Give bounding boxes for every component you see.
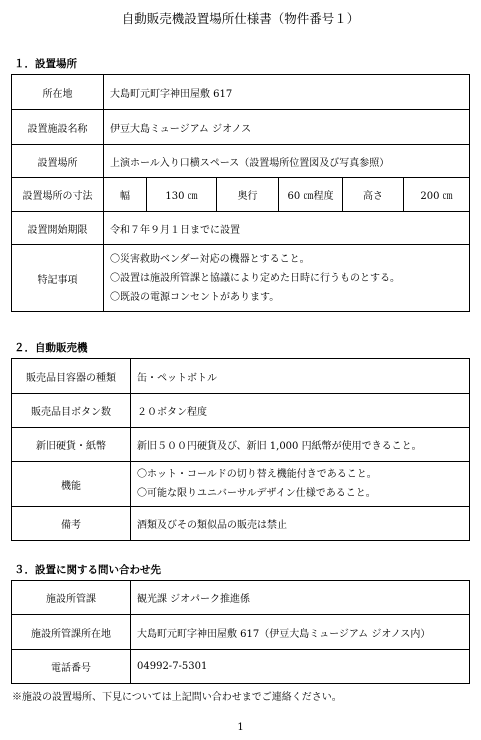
row-department-address — [12, 615, 470, 650]
remarks-value: 酒類及びその類似品の販売は禁止 — [131, 507, 470, 541]
special-notes-label: 特記事項 — [12, 245, 104, 312]
department-address-label: 施設所管課所在地 — [12, 615, 131, 650]
page-number: 1 — [237, 722, 244, 733]
dimensions-label: 設置場所の寸法 — [12, 178, 104, 212]
function-item: 〇可能な限りユニバーサルデザイン仕様であること。 — [137, 488, 376, 499]
section-2-heading: ２．自動販売機 — [14, 342, 88, 354]
special-note-item: 〇既設の電源コンセントがあります。 — [110, 291, 280, 303]
special-notes-list — [104, 245, 470, 312]
department-label: 施設所管課 — [12, 581, 131, 615]
row-start-deadline — [12, 212, 470, 245]
row-address — [12, 75, 470, 110]
start-deadline-label: 設置開始期限 — [12, 212, 104, 245]
container-type-value: 缶・ペットボトル — [131, 359, 470, 394]
row-department — [12, 581, 470, 615]
remarks-label: 備考 — [12, 507, 131, 541]
vending-machine-table — [11, 358, 470, 541]
button-count-label: 販売品目ボタン数 — [12, 394, 131, 428]
row-remarks — [12, 507, 470, 541]
facility-value: 伊豆大島ミュージアム ジオノス — [104, 110, 470, 145]
depth-label: 奥行 — [217, 178, 279, 212]
depth-value: 60 ㎝程度 — [279, 178, 343, 212]
container-type-label: 販売品目容器の種類 — [12, 359, 131, 394]
department-value: 観光課 ジオパーク推進係 — [131, 581, 470, 615]
address-label: 所在地 — [12, 75, 104, 110]
special-note-item: 〇設置は施設所管課と協議により定めた日時に行うものとする。 — [110, 272, 400, 284]
installation-site-table — [11, 74, 470, 312]
location-value: 上演ホール入り口横スペース（設置場所位置図及び写真参照） — [104, 145, 470, 178]
special-note-item: 〇災害救助ベンダー対応の機器とすること。 — [110, 253, 310, 265]
department-address-value: 大島町元町字神田屋敷 617（伊豆大島ミュージアム ジオノス内） — [131, 615, 470, 650]
phone-value: 04992-7-5301 — [131, 650, 470, 684]
row-facility — [12, 110, 470, 145]
width-value: 130 ㎝ — [147, 178, 217, 212]
currency-value: 新旧５００円硬貨及び、新旧 1,000 円紙幣が使用できること。 — [131, 428, 470, 462]
row-button-count — [12, 394, 470, 428]
width-label: 幅 — [104, 178, 147, 212]
row-container-type — [12, 359, 470, 394]
facility-label: 設置施設名称 — [12, 110, 104, 145]
location-label: 設置場所 — [12, 145, 104, 178]
section-3-heading: ３．設置に関する問い合わせ先 — [14, 564, 161, 576]
row-function — [12, 462, 470, 507]
row-special-notes — [12, 245, 470, 312]
phone-label: 電話番号 — [12, 650, 131, 684]
function-list — [131, 462, 470, 507]
height-value: 200 ㎝ — [404, 178, 470, 212]
function-item: 〇ホット・コールドの切り替え機能付きであること。 — [137, 469, 377, 480]
row-dimensions — [12, 178, 470, 212]
document-title: 自動販売機設置場所仕様書（物件番号１） — [121, 11, 360, 26]
button-count-value: ２０ボタン程度 — [131, 394, 470, 428]
height-label: 高さ — [343, 178, 404, 212]
section-1-heading: １．設置場所 — [14, 58, 77, 70]
function-label: 機能 — [12, 462, 131, 507]
contact-table — [11, 580, 470, 684]
row-currency — [12, 428, 470, 462]
row-location — [12, 145, 470, 178]
footnote: ※施設の設置場所、下見については上記問い合わせまでご連絡ください。 — [12, 692, 342, 703]
row-phone — [12, 650, 470, 684]
start-deadline-value: 令和７年９月１日までに設置 — [104, 212, 470, 245]
currency-label: 新旧硬貨・紙幣 — [12, 428, 131, 462]
address-value: 大島町元町字神田屋敷 617 — [104, 75, 470, 110]
